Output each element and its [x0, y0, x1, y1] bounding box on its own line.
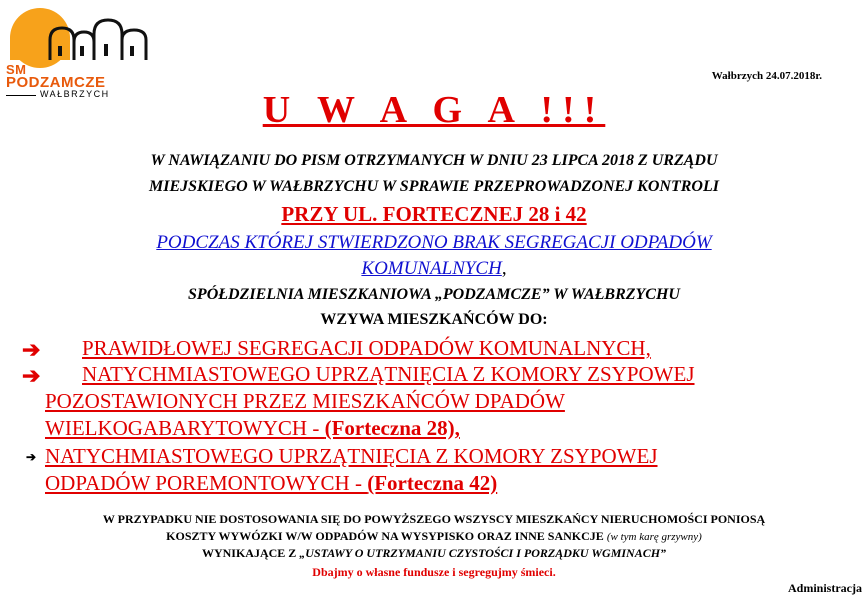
item-1: PRAWIDŁOWEJ SEGREGACJI ODPADÓW KOMUNALNYCH, — [82, 336, 651, 360]
document-date: Wałbrzych 24.07.2018r. — [711, 70, 822, 82]
intro-line-2: MIEJSKIEGO W WAŁBRZYCHU W SPRAWIE PRZEPROWADZONEJ KONTROLI — [149, 178, 719, 195]
signature: Administracja — [788, 581, 862, 595]
finding-line-2-text: KOMUNALNYCH — [361, 258, 502, 279]
footer-line-2-note: (w tym karę grzywny) — [606, 531, 702, 543]
arrow-right-icon: ➔ — [22, 363, 41, 388]
item-3-line-2-text: ODPADÓW POREMONTOWYCH - — [45, 471, 368, 495]
finding-comma: , — [501, 258, 507, 279]
item-3-line-1: NATYCHMIASTOWEGO UPRZĄTNIĘCIA Z KOMORY ZSYPOWEJ — [45, 444, 658, 468]
intro-line-1: W NAWIĄZANIU DO PISM OTRZYMANYCH W DNIU 23 LIPCA 2018 Z URZĄDU — [150, 152, 718, 169]
inspection-location: PRZY UL. FORTECZNEJ 28 i 42 — [281, 202, 587, 226]
finding-line-2 — [0, 258, 868, 280]
item-3-line-2 — [45, 471, 497, 496]
cooperative-line: SPÓŁDZIELNIA MIESZKANIOWA „PODZAMCZE” W WAŁBRZYCHU — [188, 286, 680, 303]
call-line: WZYWA MIESZKAŃCÓW DO: — [320, 311, 548, 328]
logo-text-sm: SM — [6, 62, 27, 77]
footer-line-3 — [0, 546, 868, 561]
finding-line-1: PODCZAS KTÓREJ STWIERDZONO BRAK SEGREGACJI ODPADÓW — [156, 232, 712, 253]
item-2-reference: (Forteczna 28), — [324, 416, 460, 440]
page-title: U W A G A !!! — [262, 89, 606, 131]
arrow-right-icon: ➔ — [22, 337, 41, 362]
footer-slogan: Dbajmy o własne fundusze i segregujmy śmieci. — [312, 565, 556, 579]
footer-line-3-main: WYNIKAJĄCE Z — [201, 546, 300, 560]
item-2-line-3 — [45, 416, 460, 441]
item-2-line-1: NATYCHMIASTOWEGO UPRZĄTNIĘCIA Z KOMORY ZSYPOWEJ — [82, 362, 695, 386]
logo-text-podzamcze: PODZAMCZE — [6, 74, 106, 91]
footer-line-3-law: „USTAWY O UTRZYMANIU CZYSTOŚCI I PORZĄDKU WGMINACH” — [299, 546, 667, 560]
item-2-line-2: POZOSTAWIONYCH PRZEZ MIESZKAŃCÓW DPADÓW — [45, 389, 565, 413]
arrow-right-icon: ➔ — [26, 450, 37, 464]
footer-line-1: W PRZYPADKU NIE DOSTOSOWANIA SIĘ DO POWYŻSZEGO WSZYSCY MIESZKAŃCY NIERUCHOMOŚCI PONIOSĄ — [102, 512, 766, 526]
item-3-reference: (Forteczna 42) — [367, 471, 498, 495]
item-2-line-3-text: WIELKOGABARYTOWYCH - — [45, 416, 325, 440]
footer-line-2 — [0, 529, 868, 544]
footer-line-2-main: KOSZTY WYWÓZKI W/W ODPADÓW NA WYSYPISKO ORAZ INNE SANKCJE — [166, 529, 607, 543]
logo-text-walbrzych: WAŁBRZYCH — [40, 89, 110, 99]
